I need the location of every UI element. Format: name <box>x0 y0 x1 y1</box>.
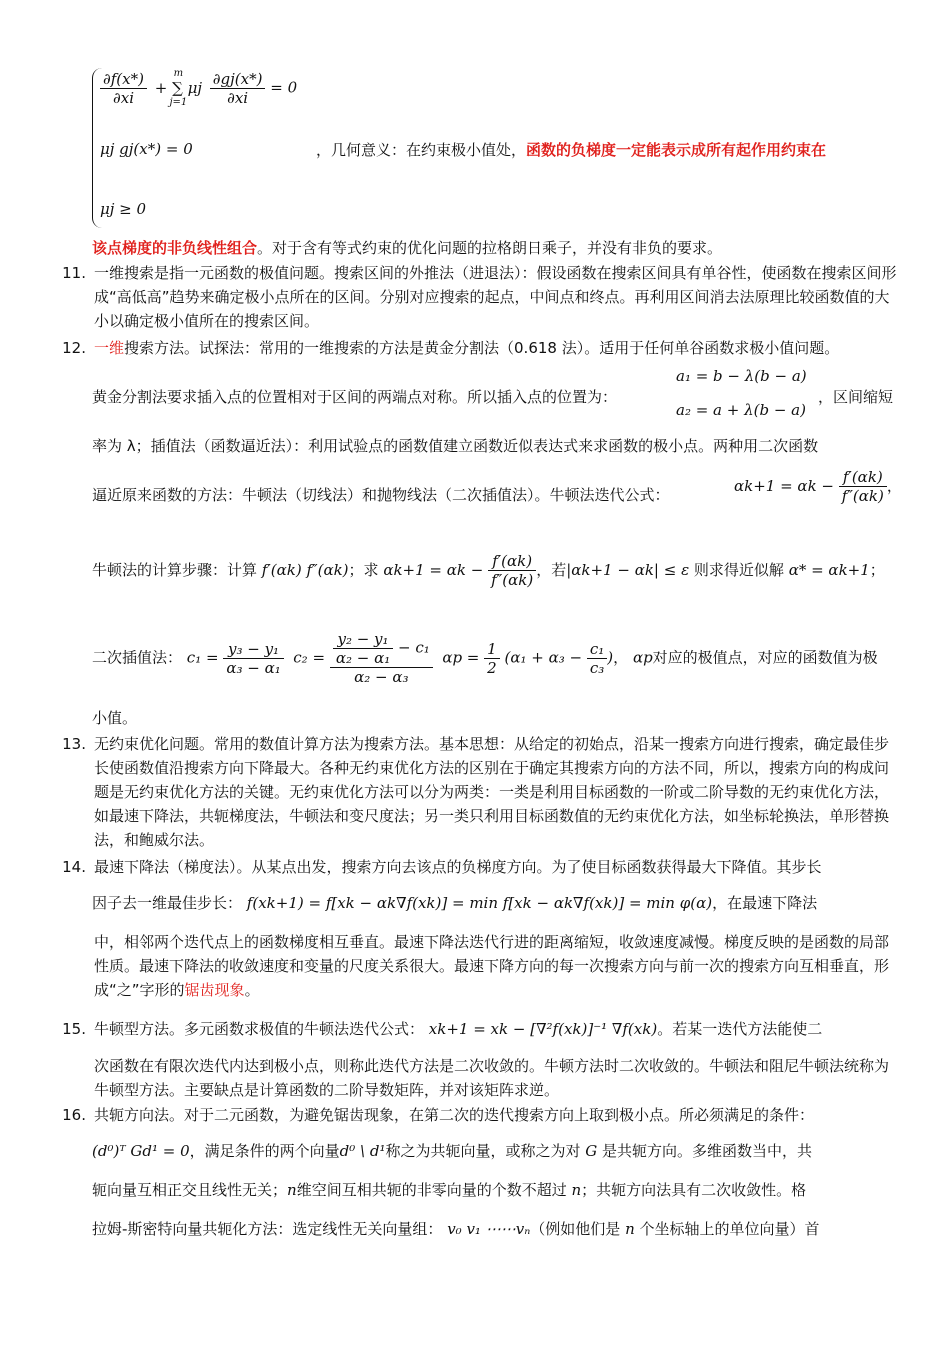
list-item-14: 14. 最速下降法（梯度法）。从某点出发，搜索方向去该点的负梯度方向。为了使目标函数获得最大下降值。其步长 <box>62 855 898 879</box>
item-16-line-3: 轭向量互相正交且线性无关；n维空间互相共轭的非零向量的个数不超过 n；共轭方向法具有二次收敛性。格 <box>92 1181 807 1199</box>
kkt-sum: + ∑ μj <box>154 79 202 97</box>
item-12-line-5: 牛顿法的计算步骤：计算 f′(αk) f″(αk)；求 αk+1 = αk − $\frac{f'(\alpha k)}{f''(\alpha k)}$ ，若|αk+1 − αk| ≤ ε 则求得近似解 α* = αk+1； <box>92 552 885 589</box>
item-16-line-4: 拉姆-斯密特向量共轭化方法：选定线性无关向量组： v₀ v₁ ⋯⋯vₙ（例如他们是 n 个坐标轴上的单位向量）首 <box>92 1220 820 1238</box>
kkt-continuation-text: 。对于含有等式约束的优化问题的拉格朗日乘子，并没有非负的要求。 <box>257 239 723 257</box>
sawtooth-highlight: 锯齿现象 <box>184 981 245 999</box>
list-item-12 <box>62 336 898 360</box>
list-item-16: 16. 共轭方向法。对于二元函数，为避免锯齿现象，在第二次的迭代搜索方向上取到极小点。所必须满足的条件： <box>62 1103 898 1127</box>
kkt-term-den: ∂xi <box>227 88 249 107</box>
kkt-equation-2: μj gj(x*) = 0 <box>100 140 193 158</box>
kkt-continuation <box>92 237 722 258</box>
kkt-sum-bottom: j=1 <box>169 97 188 108</box>
item-12-line-3: 率为 λ；插值法（函数逼近法）：利用试验点的函数值建立函数近似表达式来求函数的极小点。两种用二次函数 <box>92 437 819 455</box>
kkt-term-num: ∂gj(x*) <box>210 70 266 89</box>
kkt-eq1-num: ∂f(x*) <box>100 70 147 89</box>
item-number: 12. <box>62 339 86 357</box>
golden-point-a2: a₂ = a + λ(b − a) <box>676 401 806 419</box>
item-15-rest: 次函数在有限次迭代内达到极小点，则称此迭代方法是二次收敛的。牛顿方法时二次收敛的。牛顿法和阻尼牛顿法统称为牛顿型方法。主要缺点是计算函数的二阶导数矩阵，并对该矩阵求逆。 <box>94 1057 890 1099</box>
newton-formula: αk+1 = αk − $\frac{f'(\alpha k)}{f''(\alpha k)}$ ， <box>734 468 902 505</box>
item-14-rest: 中，相邻两个迭代点上的函数梯度相互垂直。最速下降法迭代行进的距离缩短，收敛速度减慢。梯度反映的是函数的局部性质。最速下降法的收敛速度和变量的尺度关系很大。最速下降方向的每一次搜索方向与前一次的搜索方向互相垂直，形成“之”字形的锯齿现象。 <box>94 933 890 999</box>
item-12-title-highlight: 一维 <box>94 339 125 357</box>
item-14-line-2: 因子去一维最佳步长： f(xk+1) = f[xk − αk∇f(xk)] = min f[xk − αk∇f(xk)] = min φ(α)，在最速下降法 <box>92 894 818 912</box>
item-12-line-4: 逼近原来函数的方法：牛顿法（切线法）和抛物线法（二次插值法）。牛顿法迭代公式： <box>92 486 670 504</box>
item-number: 14. <box>62 858 86 876</box>
list-item-15: 15. 牛顿型方法。多元函数求极值的牛顿法迭代公式： xk+1 = xk − [∇²f(xk)]⁻¹ ∇f(xk)。若某一迭代方法能使二 <box>62 1017 898 1041</box>
kkt-meaning <box>316 139 826 160</box>
steepest-descent-formula: f(xk+1) = f[xk − αk∇f(xk)] = min f[xk − αk∇f(xk)] = min φ(α) <box>246 894 713 912</box>
kkt-meaning-highlight: 函数的负梯度一定能表示成所有起作用约束在 <box>526 141 827 159</box>
kkt-meaning-prefix: ，几何意义：在约束极小值处， <box>316 141 527 159</box>
kkt-equation-1 <box>100 68 297 108</box>
kkt-eq1-rhs: = 0 <box>270 78 298 97</box>
item-number: 13. <box>62 735 86 753</box>
item-12-line-2: 黄金分割法要求插入点的位置相对于区间的两端点对称。所以插入点的位置为： <box>92 388 618 406</box>
item-12-line-1: 一维搜索方法。试探法：常用的一维搜索的方法是黄金分割法（0.618 法）。适用于任何单谷函数求极小值问题。 <box>94 339 840 357</box>
item-text: 一维搜索是指一元函数的极值问题。搜索区间的外推法（进退法）：假设函数在搜索区间具有单谷性，使函数在搜索区间形成“高低高”趋势来确定极小点所在的区间。分别对应搜索的起点，中间点和终点。再利用区间消去法原理比较函数值的大小以确定极小值所在的搜索区间。 <box>94 264 897 330</box>
item-number: 15. <box>62 1020 86 1038</box>
golden-point-a1: a₁ = b − λ(b − a) <box>676 367 807 385</box>
kkt-sum-top: m <box>173 68 184 79</box>
item-text: 无约束优化问题。常用的数值计算方法为搜索方法。基本思想：从给定的初始点，沿某一搜索方向进行搜索，确定最佳步长使函数值沿搜索方向下降最大。各种无约束优化方法的区别在于确定其搜索方向的方法不同，所以，搜索方向的构成问题是无约束优化方法的关键。无约束优化方法可以分为两类：一类是利用目标函数的一阶或二阶导数的无约束优化方法，如最速下降法，共轭梯度法，牛顿法和变尺度法；另一类只利用目标函数值的无约束优化方法，如坐标轮换法，单形替换法，和鲍威尔法。 <box>94 735 890 849</box>
kkt-equation-3: μj ≥ 0 <box>100 200 147 218</box>
kkt-continuation-highlight: 该点梯度的非负线性组合 <box>92 239 258 257</box>
kkt-eq1-den: ∂xi <box>112 88 134 107</box>
newton-multivariate-formula: xk+1 = xk − [∇²f(xk)]⁻¹ ∇f(xk) <box>428 1020 658 1038</box>
item-12-line-7: 小值。 <box>92 709 138 727</box>
item-12-line-2-end: ，区间缩短 <box>818 388 894 406</box>
item-number: 11. <box>62 264 86 282</box>
list-item-13 <box>62 732 898 852</box>
list-item-11 <box>62 261 898 333</box>
quadratic-interpolation: 二次插值法： c₁ = $\frac{\text{y₃ − y₁}}{\text{α₃ − α₁}}$ c₂ = $\frac{\text{y₂ − y₁}}{\text{α₂ − α₁}}$ − c₁ α₂ − α₃ αp = $\frac{1}{2}$ (α₁ + α₃ − $\frac{\text{c₁}}{\text{c₃}}$ )， αp对应的极值点，对应的函数值为极 <box>92 630 878 686</box>
conjugate-condition: (d⁰)ᵀ Gd¹ = 0 <box>92 1142 190 1160</box>
item-16-line-2: (d⁰)ᵀ Gd¹ = 0，满足条件的两个向量d⁰ \ d¹称之为共轭向量，或称之为对 G 是共轭方向。多维函数当中，共 <box>92 1142 813 1160</box>
item-number: 16. <box>62 1106 86 1124</box>
